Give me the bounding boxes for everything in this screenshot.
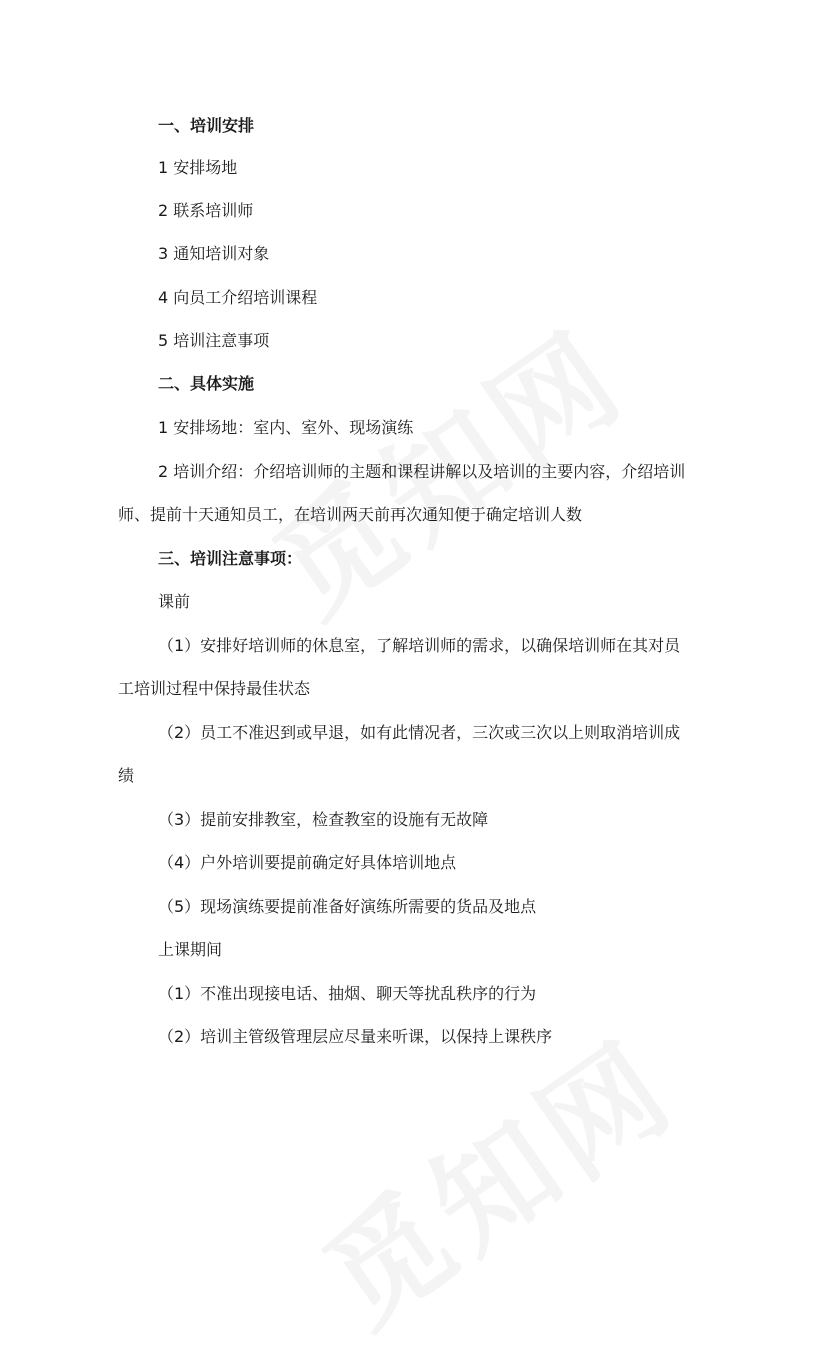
list-item: （4）户外培训要提前确定好具体培训地点 [158, 853, 457, 872]
list-item: （5）现场演练要提前准备好演练所需要的货品及地点 [158, 897, 537, 916]
list-item: 2 联系培训师 [158, 201, 254, 220]
paragraph-line: 师、提前十天通知员工，在培训两天前再次通知便于确定培训人数 [118, 505, 583, 524]
list-item: 1 安排场地：室内、室外、现场演练 [158, 418, 414, 437]
paragraph-line: 工培训过程中保持最佳状态 [118, 679, 311, 698]
list-item: 5 培训注意事项 [158, 331, 270, 350]
list-item: （2）培训主管级管理层应尽量来听课，以保持上课秩序 [158, 1027, 553, 1046]
list-item: （3）提前安排教室，检查教室的设施有无故障 [158, 810, 489, 829]
paragraph-line: 2 培训介绍：介绍培训师的主题和课程讲解以及培训的主要内容，介绍培训 [158, 462, 686, 481]
subheading-before-class: 课前 [158, 592, 191, 611]
list-item: 1 安排场地 [158, 158, 238, 177]
paragraph-line: 绩 [118, 766, 135, 785]
list-item: 3 通知培训对象 [158, 244, 270, 263]
paragraph-line: （2）员工不准迟到或早退，如有此情况者，三次或三次以上则取消培训成 [158, 723, 681, 742]
section-heading-implementation: 二、具体实施 [158, 374, 255, 393]
section-heading-arrangement: 一、培训安排 [158, 116, 255, 135]
paragraph-line: （1）安排好培训师的休息室，了解培训师的需求，以确保培训师在其对员 [158, 636, 681, 655]
list-item: （1）不准出现接电话、抽烟、聊天等扰乱秩序的行为 [158, 984, 537, 1003]
watermark-bottom [286, 994, 704, 1358]
list-item: 4 向员工介绍培训课程 [158, 288, 318, 307]
subheading-during-class: 上课期间 [158, 940, 223, 959]
section-heading-notes: 三、培训注意事项： [158, 549, 303, 568]
